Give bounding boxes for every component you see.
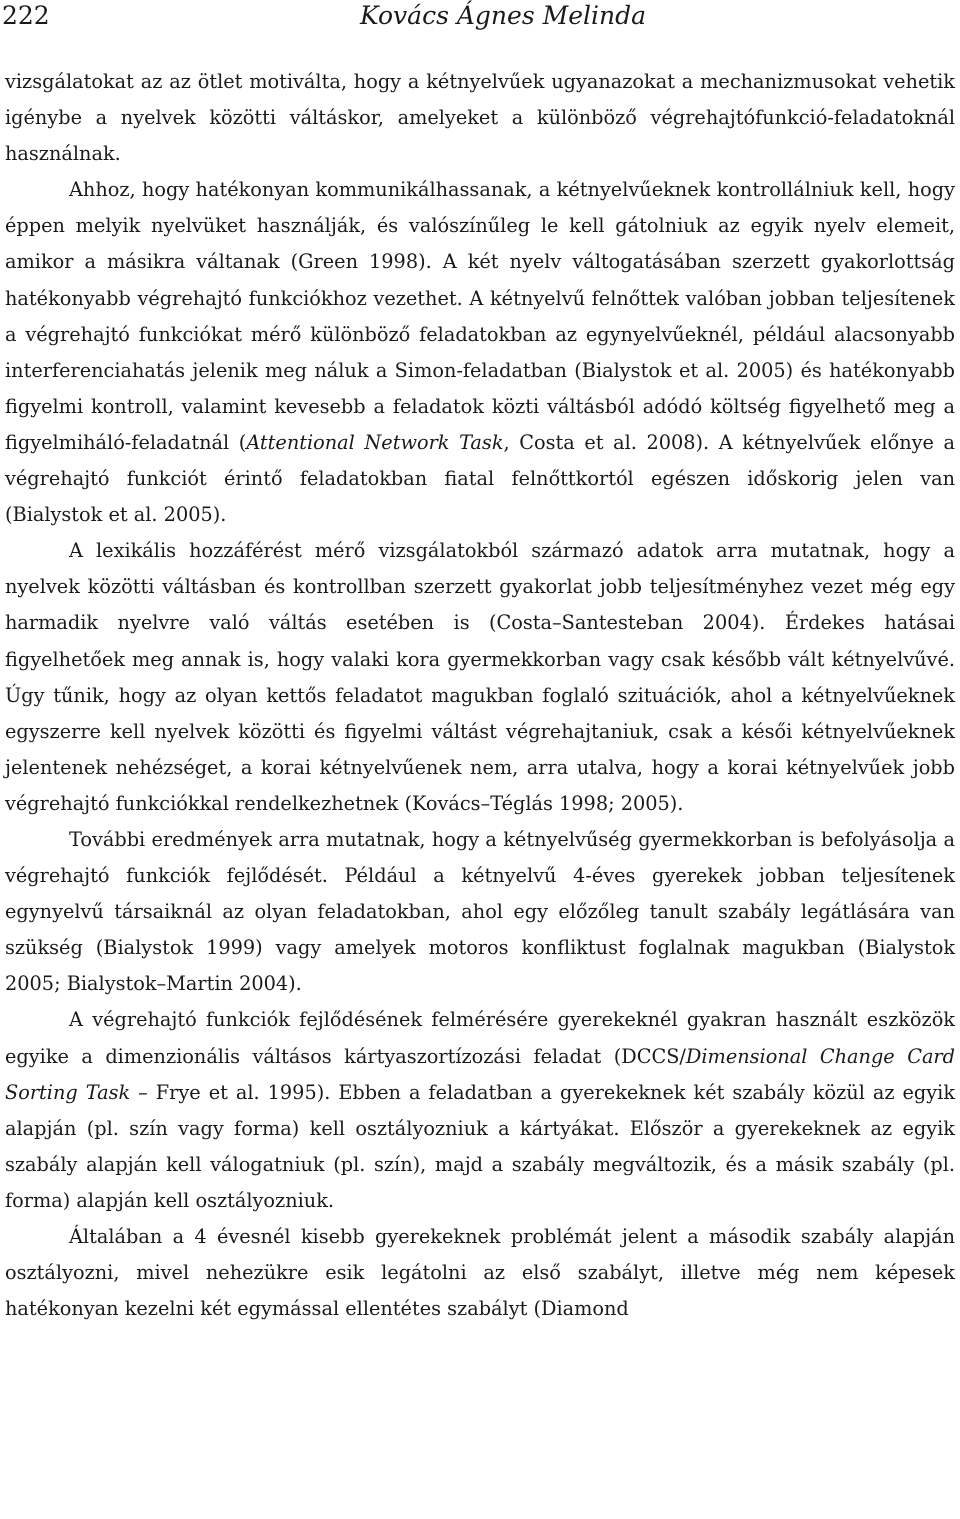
paragraph [5, 172, 955, 533]
text-run: Általában a 4 évesnél kisebb gyerekeknek problémát jelent a második szabály alapján osztályozni, mivel nehezükre esik legátolni az első szabályt, illetve még nem képesek hatékonyan kezelni két egymással ellentétes szabályt (Diamond [5, 1225, 955, 1321]
text-run: , Costa et al. 2008). A kétnyelvűek előnye a végrehajtó funkciót érintő feladatokban fiatal felnőttkortól egészen időskorig jelen van (Bialystok et al. 2005). [5, 430, 956, 527]
text-run: További eredmények arra mutatnak, hogy a kétnyelvűség gyermekkorban is befolyásolja a végrehajtó funkciók fejlődését. Például a kétnyelvű 4-éves gyerekek jobban teljesítenek egynyelvű társaiknál az olyan feladatokban, ahol egy előzőleg tanult szabály legátlására van szükség (Bialystok 1999) vagy amelyek motoros konfliktust foglalnak magukban (Bialystok 2005; Bialystok–Martin 2004). [5, 827, 955, 996]
page-number: 222 [2, 1, 50, 30]
paragraph [5, 1219, 955, 1327]
body-text [5, 64, 955, 1327]
italic-term: Dimensional Change Card Sorting Task [5, 1044, 955, 1104]
paragraph [5, 1002, 955, 1219]
text-run: A végrehajtó funkciók fejlődésének felmérésére gyerekeknél gyakran használt eszközök egyike a dimenzionális váltásos kártyaszortízozási feladat (DCCS/ [5, 1008, 955, 1068]
italic-term: Attentional Network Task [246, 430, 504, 454]
running-head [0, 0, 960, 32]
paragraph [5, 533, 955, 822]
paragraph [5, 822, 955, 1002]
text-run: Ahhoz, hogy hatékonyan kommunikálhassanak, a kétnyelvűeknek kontrollálniuk kell, hogy éppen melyik nyelvüket használják, és valószínűleg le kell gátolniuk az egyik nyelv elemeit, amikor a másikra váltanak (Green 1998). A két nyelv váltogatásában szerzett gyakorlottság hatékonyabb végrehajtó funkciókhoz vezethet. A kétnyelvű felnőttek valóban jobban teljesítenek a végrehajtó funkciókat mérő különböző feladatokban az egynyelvűeknél, például alacsonyabb interferenciahatás jelenik meg náluk a Simon-feladatban (Bialystok et al. 2005) és hatékonyabb figyelmi kontroll, valamint kevesebb a feladatok közti váltásból adódó költség figyelhető meg a figyelmiháló-feladatnál ( [5, 178, 955, 454]
text-run: A lexikális hozzáférést mérő vizsgálatokból származó adatok arra mutatnak, hogy a nyelvek közötti váltásban és kontrollban szerzett gyakorlat jobb teljesítményhez vezet még egy harmadik nyelvre való váltás esetében is (Costa–Santesteban 2004). Érdekes hatásai figyelhetőek meg annak is, hogy valaki kora gyermekkorban vagy csak később vált kétnyelvűvé. Úgy tűnik, hogy az olyan kettős feladatot magukban foglaló szituációk, ahol a kétnyelvűeknek egyszerre kell nyelvek közötti és figyelmi váltást végrehajtaniuk, csak a késői kétnyelvűeknek jelentenek nehézséget, a korai kétnyelvűenek nem, arra utalva, hogy a korai kétnyelvűek jobb végrehajtó funkciókkal rendelkezhetnek (Kovács–Téglás 1998; 2005). [5, 539, 955, 815]
paragraph [5, 64, 955, 172]
text-run: vizsgálatokat az az ötlet motiválta, hogy a kétnyelvűek ugyanazokat a mechanizmusokat vehetik igénybe a nyelvek közötti váltáskor, amelyeket a különböző végrehajtófunkció-feladatoknál használnak. [5, 70, 955, 166]
text-run: – Frye et al. 1995). Ebben a feladatban a gyerekeknek két szabály közül az egyik alapján (pl. szín vagy forma) kell osztályozniuk a kártyákat. Először a gyerekeknek az egyik szabály alapján kell válogatniuk (pl. szín), majd a szabály megváltozik, és a másik szabály (pl. forma) alapján kell osztályozniuk. [5, 1080, 956, 1212]
header-author: Kovács Ágnes Melinda [360, 1, 646, 30]
